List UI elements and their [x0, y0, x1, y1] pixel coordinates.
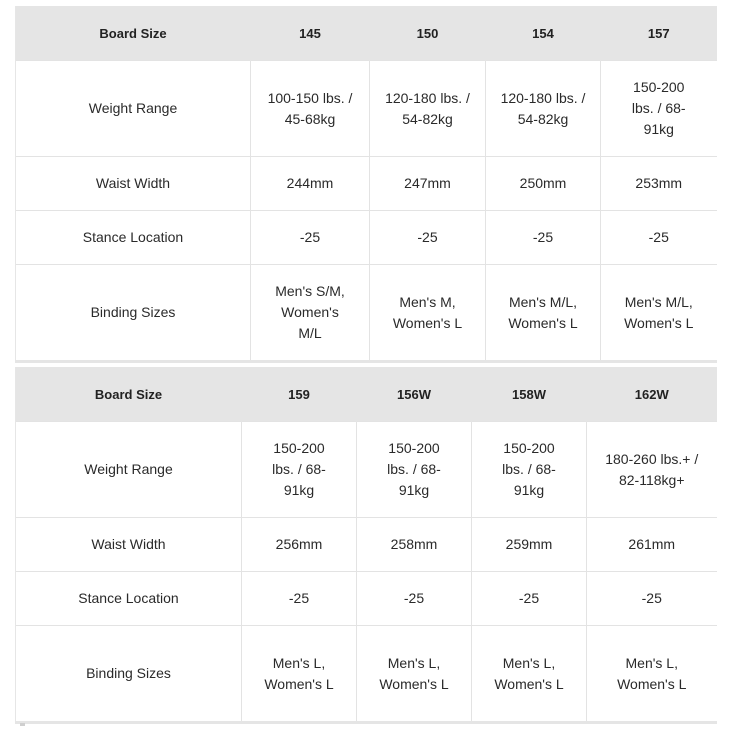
cell-text: 120-180 lbs. / 54-82kg — [500, 89, 586, 127]
header-cell-label: Board Size — [16, 367, 242, 422]
table-row-stance-location — [16, 572, 717, 626]
cell-text: 120-180 lbs. / 54-82kg — [385, 89, 470, 127]
table-cell: 259mm — [472, 518, 587, 572]
table-cell: -25 — [357, 572, 472, 626]
table-cell: 253mm — [601, 157, 717, 211]
cell-text: Men's L, Women's L — [617, 654, 687, 692]
table-row-waist-width — [16, 157, 717, 211]
table-cell: 256mm — [242, 518, 357, 572]
table-cell — [357, 626, 472, 723]
table-row-weight-range — [16, 422, 717, 518]
cell-text: Men's L, Women's L — [494, 654, 564, 692]
table-cell — [251, 265, 370, 362]
table-cell: -25 — [601, 211, 717, 265]
cell-text: Men's L, Women's L — [379, 654, 449, 692]
table-cell — [370, 265, 486, 362]
cell-text: Men's M, Women's L — [392, 293, 463, 331]
table-row-binding-sizes — [16, 265, 717, 362]
divider-mark — [20, 723, 25, 726]
cell-text: 180-260 lbs.+ / 82-118kg+ — [605, 450, 699, 488]
table-row-weight-range — [16, 61, 717, 157]
cell-text: 100-150 lbs. / 45-68kg — [267, 89, 353, 127]
table-cell — [242, 626, 357, 723]
row-label: Weight Range — [16, 61, 251, 157]
header-cell-size: 150 — [370, 6, 486, 61]
header-cell-label: Board Size — [16, 6, 251, 61]
table-cell — [472, 422, 587, 518]
row-label: Waist Width — [16, 157, 251, 211]
table-cell — [587, 422, 717, 518]
table-cell: -25 — [242, 572, 357, 626]
row-label: Stance Location — [16, 572, 242, 626]
size-chart-table-1 — [15, 6, 717, 363]
table-cell: -25 — [251, 211, 370, 265]
row-label: Waist Width — [16, 518, 242, 572]
table-cell — [486, 265, 601, 362]
header-cell-size: 158W — [472, 367, 587, 422]
table-cell — [242, 422, 357, 518]
header-cell-size: 157 — [601, 6, 717, 61]
table-cell: -25 — [587, 572, 717, 626]
table-cell — [472, 626, 587, 723]
table-cell: -25 — [486, 211, 601, 265]
header-row — [16, 6, 717, 61]
table-cell — [251, 61, 370, 157]
cell-text: Men's M/L, Women's L — [508, 293, 578, 331]
table-cell — [486, 61, 601, 157]
row-label: Weight Range — [16, 422, 242, 518]
cell-text: Men's S/M, Women's M/L — [275, 283, 345, 341]
size-chart-table-2 — [15, 367, 717, 724]
table-cell: 247mm — [370, 157, 486, 211]
cell-text: Men's M/L, Women's L — [624, 293, 694, 331]
cell-text: 150-200 lbs. / 68-91kg — [387, 440, 441, 498]
table-cell — [370, 61, 486, 157]
header-cell-size: 162W — [587, 367, 717, 422]
cell-text: 150-200 lbs. / 68-91kg — [272, 440, 326, 498]
table-cell — [601, 265, 717, 362]
header-cell-size: 156W — [357, 367, 472, 422]
table-row-stance-location — [16, 211, 717, 265]
table-row-waist-width — [16, 518, 717, 572]
table-cell: -25 — [472, 572, 587, 626]
table-cell: 258mm — [357, 518, 472, 572]
table-row-binding-sizes — [16, 626, 717, 723]
header-row — [16, 367, 717, 422]
header-cell-size: 154 — [486, 6, 601, 61]
table-cell — [587, 626, 717, 723]
row-label: Binding Sizes — [16, 265, 251, 362]
table-cell — [357, 422, 472, 518]
header-cell-size: 145 — [251, 6, 370, 61]
row-label: Stance Location — [16, 211, 251, 265]
table-cell: 250mm — [486, 157, 601, 211]
header-cell-size: 159 — [242, 367, 357, 422]
table-cell: 244mm — [251, 157, 370, 211]
row-label: Binding Sizes — [16, 626, 242, 723]
table-cell: 261mm — [587, 518, 717, 572]
cell-text: 150-200 lbs. / 68-91kg — [631, 79, 686, 137]
cell-text: Men's L, Women's L — [264, 654, 334, 692]
table-cell — [601, 61, 717, 157]
cell-text: 150-200 lbs. / 68-91kg — [502, 440, 556, 498]
table-cell: -25 — [370, 211, 486, 265]
